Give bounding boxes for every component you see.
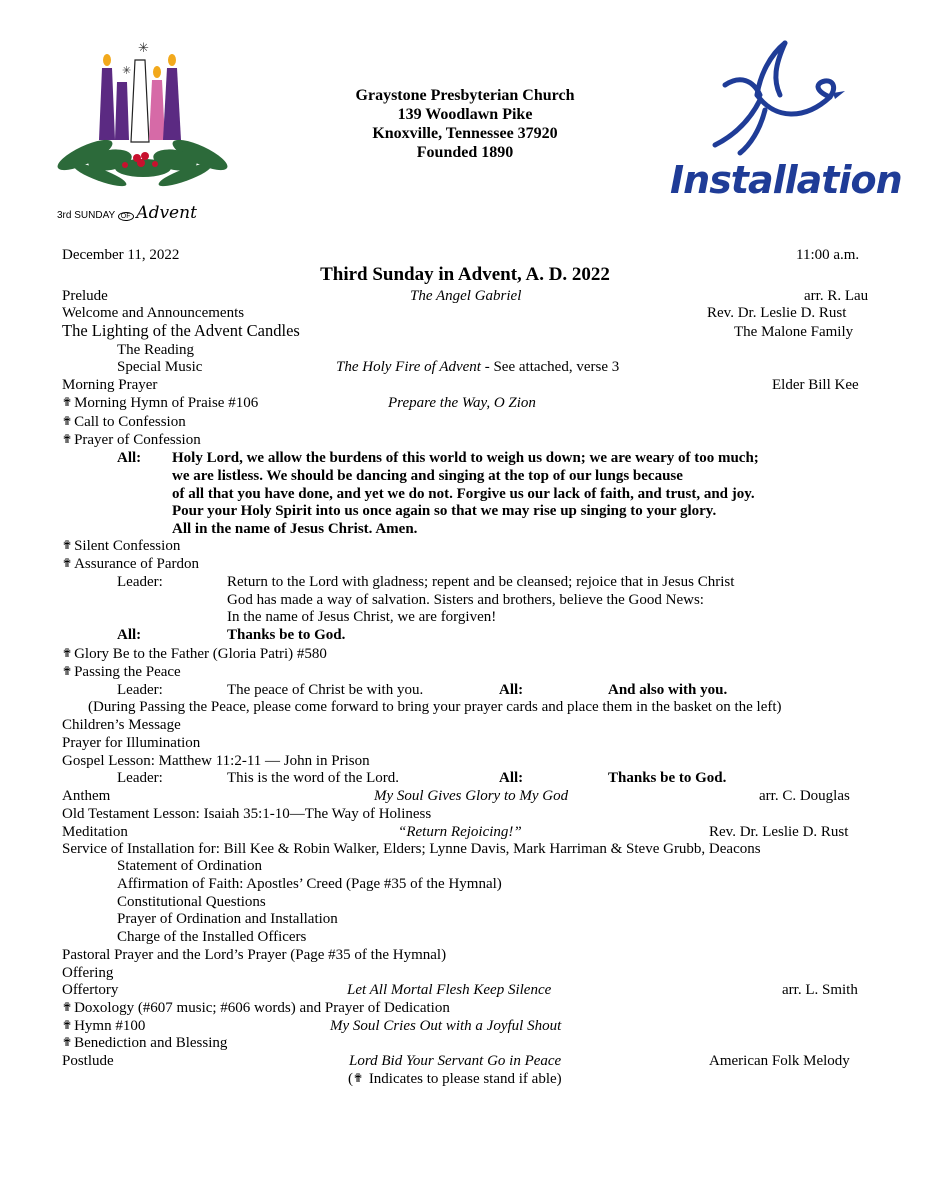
peace-row	[62, 663, 181, 681]
peace-note: (During Passing the Peace, please come forward to bring your prayer cards and place them in the basket on the left)	[88, 699, 782, 715]
ot-lesson-label: Old Testament Lesson: Isaiah 35:1-10—The Way of Holiness	[62, 806, 432, 822]
anthem-title: My Soul Gives Glory to My God	[374, 788, 569, 804]
peace-all-label: All:	[499, 682, 524, 698]
charge-label: Charge of the Installed Officers	[117, 929, 307, 945]
prayer-confession-row	[62, 431, 201, 449]
assurance-line: Return to the Lord with gladness; repent and be cleansed; rejoice that in Jesus Christ	[227, 574, 735, 590]
affirmation-label: Affirmation of Faith: Apostles’ Creed (Page #35 of the Hymnal)	[117, 876, 502, 892]
meditation-label: Meditation	[62, 824, 128, 840]
stand-cross-icon: ✟	[62, 664, 73, 678]
assurance-row	[62, 555, 199, 573]
stand-cross-icon: ✟	[62, 1018, 73, 1032]
stand-note-text: Indicates to please stand if able)	[365, 1071, 562, 1087]
advent-logo-advent: Advent	[136, 203, 197, 223]
postlude-label: Postlude	[62, 1053, 114, 1069]
assurance-leader-label: Leader:	[117, 574, 163, 590]
lighting-label: The Lighting of the Advent Candles	[62, 321, 300, 340]
assurance-line: God has made a way of salvation. Sisters and brothers, believe the Good News:	[227, 592, 704, 608]
morning-hymn-title: Prepare the Way, O Zion	[388, 395, 536, 411]
gospel-label: Gospel Lesson: Matthew 11:2-11 — John in Prison	[62, 753, 370, 769]
special-music-title: The Holy Fire of Advent	[336, 359, 481, 375]
prelude-label: Prelude	[62, 288, 108, 304]
stand-cross-icon: ✟	[62, 395, 73, 409]
gloria-label: Glory Be to the Father (Gloria Patri) #580	[74, 646, 327, 662]
service-date: December 11, 2022	[62, 247, 180, 263]
benediction-label: Benediction and Blessing	[74, 1035, 228, 1051]
lighting-leader: The Malone Family	[734, 324, 854, 340]
special-music-label: Special Music	[117, 359, 203, 375]
morning-prayer-label: Morning Prayer	[62, 377, 158, 393]
confession-line: Pour your Holy Spirit into us once again so that we may rise up singing to your glory.	[172, 503, 717, 519]
church-header	[300, 86, 630, 162]
advent-logo-sunday: SUNDAY	[74, 210, 115, 221]
assurance-label: Assurance of Pardon	[74, 556, 200, 572]
confession-line: All in the name of Jesus Christ. Amen.	[172, 521, 418, 537]
assurance-response: Thanks be to God.	[227, 627, 346, 643]
morning-hymn-row	[62, 394, 258, 412]
svg-text:✳: ✳	[122, 65, 132, 77]
prelude-title: The Angel Gabriel	[410, 288, 522, 304]
church-name: Graystone Presbyterian Church	[355, 87, 575, 104]
constitutional-label: Constitutional Questions	[117, 894, 266, 910]
meditation-title: “Return Rejoicing!”	[398, 824, 522, 840]
dove-icon	[665, 35, 880, 165]
confession-all-label: All:	[117, 450, 142, 466]
morning-hymn-label: Morning Hymn of Praise #106	[74, 395, 259, 411]
church-founded: Founded 1890	[416, 144, 514, 161]
advent-wreath-icon	[55, 40, 230, 225]
morning-prayer-leader: Elder Bill Kee	[772, 377, 859, 393]
church-city: Knoxville, Tennessee 37920	[372, 125, 558, 142]
stand-note-open-paren: (	[348, 1071, 353, 1087]
service-title: Third Sunday in Advent, A. D. 2022	[320, 264, 610, 285]
stand-cross-icon: ✟	[62, 1000, 73, 1014]
doxology-row	[62, 999, 450, 1017]
peace-response: And also with you.	[608, 682, 728, 698]
advent-logo-ordinal: 3rd	[57, 210, 72, 221]
prelude-arranger: arr. R. Lau	[804, 288, 869, 304]
gloria-row	[62, 645, 327, 663]
service-time: 11:00 a.m.	[796, 247, 860, 263]
gospel-all-label: All:	[499, 770, 524, 786]
installation-logo-text: Installation	[670, 158, 902, 202]
childrens-message-label: Children’s Message	[62, 717, 181, 733]
meditation-leader: Rev. Dr. Leslie D. Rust	[709, 824, 849, 840]
pastoral-prayer-label: Pastoral Prayer and the Lord’s Prayer (Page #35 of the Hymnal)	[62, 947, 447, 963]
anthem-arranger: arr. C. Douglas	[759, 788, 850, 804]
offering-label: Offering	[62, 965, 114, 981]
peace-leader-label: Leader:	[117, 682, 163, 698]
gospel-response: Thanks be to God.	[608, 770, 727, 786]
prayer-confession-label: Prayer of Confession	[74, 432, 201, 448]
confession-line: of all that you have done, and yet we do not. Forgive us our lack of faith, and trust, and joy.	[172, 486, 755, 502]
ordination-label: Statement of Ordination	[117, 858, 262, 874]
stand-cross-icon: ✟	[62, 556, 73, 570]
church-address: 139 Woodlawn Pike	[397, 106, 533, 123]
installation-logo	[665, 35, 902, 220]
installation-service-label: Service of Installation for: Bill Kee & Robin Walker, Elders; Lynne Davis, Mark Harriman & Steve Grubb, Deacons	[62, 841, 761, 857]
special-music-note: - See attached, verse 3	[480, 359, 620, 375]
hymn100-title: My Soul Cries Out with a Joyful Shout	[330, 1018, 562, 1034]
advent-wreath-logo	[55, 40, 230, 225]
peace-leader-line: The peace of Christ be with you.	[227, 682, 424, 698]
confession-line: Holy Lord, we allow the burdens of this world to weigh us down; we are weary of too much;	[172, 450, 759, 466]
hymn100-label: Hymn #100	[74, 1018, 146, 1034]
call-confession-label: Call to Confession	[74, 414, 186, 430]
welcome-label: Welcome and Announcements	[62, 305, 245, 321]
stand-cross-icon: ✟	[62, 1035, 73, 1049]
postlude-composer: American Folk Melody	[709, 1053, 850, 1069]
call-confession-row	[62, 413, 186, 431]
special-music-detail	[336, 358, 619, 376]
svg-text:✳: ✳	[138, 40, 149, 55]
stand-cross-icon: ✟	[62, 538, 73, 552]
assurance-all-label: All:	[117, 627, 142, 643]
offertory-arranger: arr. L. Smith	[782, 982, 858, 998]
silent-confession-label: Silent Confession	[74, 538, 181, 554]
advent-logo-caption	[57, 203, 197, 223]
stand-cross-icon: ✟	[62, 432, 73, 446]
hymn100-row	[62, 1017, 145, 1035]
reading-label: The Reading	[117, 342, 195, 358]
silent-confession-row	[62, 537, 180, 555]
advent-logo-of: OF	[118, 212, 134, 221]
peace-label: Passing the Peace	[74, 664, 181, 680]
assurance-line: In the name of Jesus Christ, we are forgiven!	[227, 609, 497, 625]
gospel-leader-label: Leader:	[117, 770, 163, 786]
stand-note	[348, 1070, 562, 1088]
doxology-label: Doxology (#607 music; #606 words) and Prayer of Dedication	[74, 1000, 450, 1016]
offertory-label: Offertory	[62, 982, 119, 998]
confession-line: we are listless. We should be dancing and singing at the top of our lungs because	[172, 468, 683, 484]
prayer-ordination-label: Prayer of Ordination and Installation	[117, 911, 338, 927]
gospel-leader-line: This is the word of the Lord.	[227, 770, 400, 786]
stand-cross-icon: ✟	[62, 414, 73, 428]
stand-cross-icon: ✟	[353, 1071, 364, 1085]
benediction-row	[62, 1034, 227, 1052]
postlude-title: Lord Bid Your Servant Go in Peace	[349, 1053, 562, 1069]
anthem-label: Anthem	[62, 788, 111, 804]
illumination-label: Prayer for Illumination	[62, 735, 201, 751]
welcome-leader: Rev. Dr. Leslie D. Rust	[707, 305, 847, 321]
offertory-title: Let All Mortal Flesh Keep Silence	[347, 982, 552, 998]
stand-cross-icon: ✟	[62, 646, 73, 660]
